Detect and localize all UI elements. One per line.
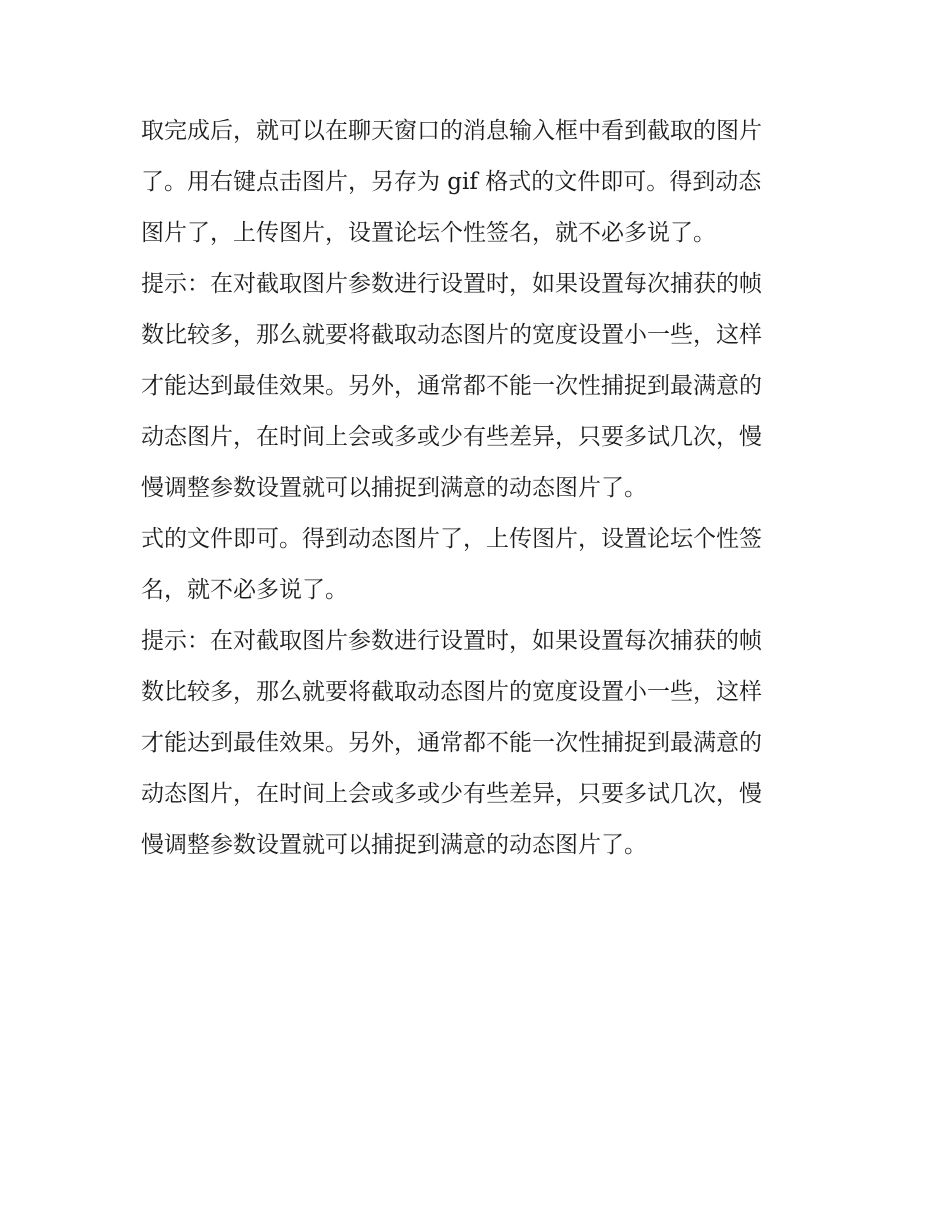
text-line: 式的文件即可。得到动态图片了，上传图片，设置论坛个性签 [141, 526, 762, 552]
paragraph-3 [141, 514, 813, 616]
paragraph-1 [141, 106, 813, 259]
paragraph-4-tip [141, 616, 813, 871]
text-line: 了。用右键点击图片，另存为 gif 格式的文件即可。得到动态 [141, 169, 762, 195]
text-line: 数比较多，那么就要将截取动态图片的宽度设置小一些，这样 [141, 322, 762, 348]
text-line: 慢调整参数设置就可以捕捉到满意的动态图片了。 [141, 475, 647, 501]
text-line: 动态图片，在时间上会或多或少有些差异，只要多试几次，慢 [141, 781, 762, 807]
text-line: 才能达到最佳效果。另外，通常都不能一次性捕捉到最满意的 [141, 730, 762, 756]
paragraph-2-tip [141, 259, 813, 514]
text-line: 才能达到最佳效果。另外，通常都不能一次性捕捉到最满意的 [141, 373, 762, 399]
text-line: 慢调整参数设置就可以捕捉到满意的动态图片了。 [141, 832, 647, 858]
text-line: 取完成后，就可以在聊天窗口的消息输入框中看到截取的图片 [141, 118, 762, 144]
text-line: 名，就不必多说了。 [141, 577, 348, 603]
text-line: 数比较多，那么就要将截取动态图片的宽度设置小一些，这样 [141, 679, 762, 705]
text-line: 动态图片，在时间上会或多或少有些差异，只要多试几次，慢 [141, 424, 762, 450]
document-body [141, 106, 813, 871]
text-line: 图片了，上传图片，设置论坛个性签名，就不必多说了。 [141, 220, 716, 246]
text-line: 提示：在对截取图片参数进行设置时，如果设置每次捕获的帧 [141, 271, 762, 297]
text-line: 提示：在对截取图片参数进行设置时，如果设置每次捕获的帧 [141, 628, 762, 654]
